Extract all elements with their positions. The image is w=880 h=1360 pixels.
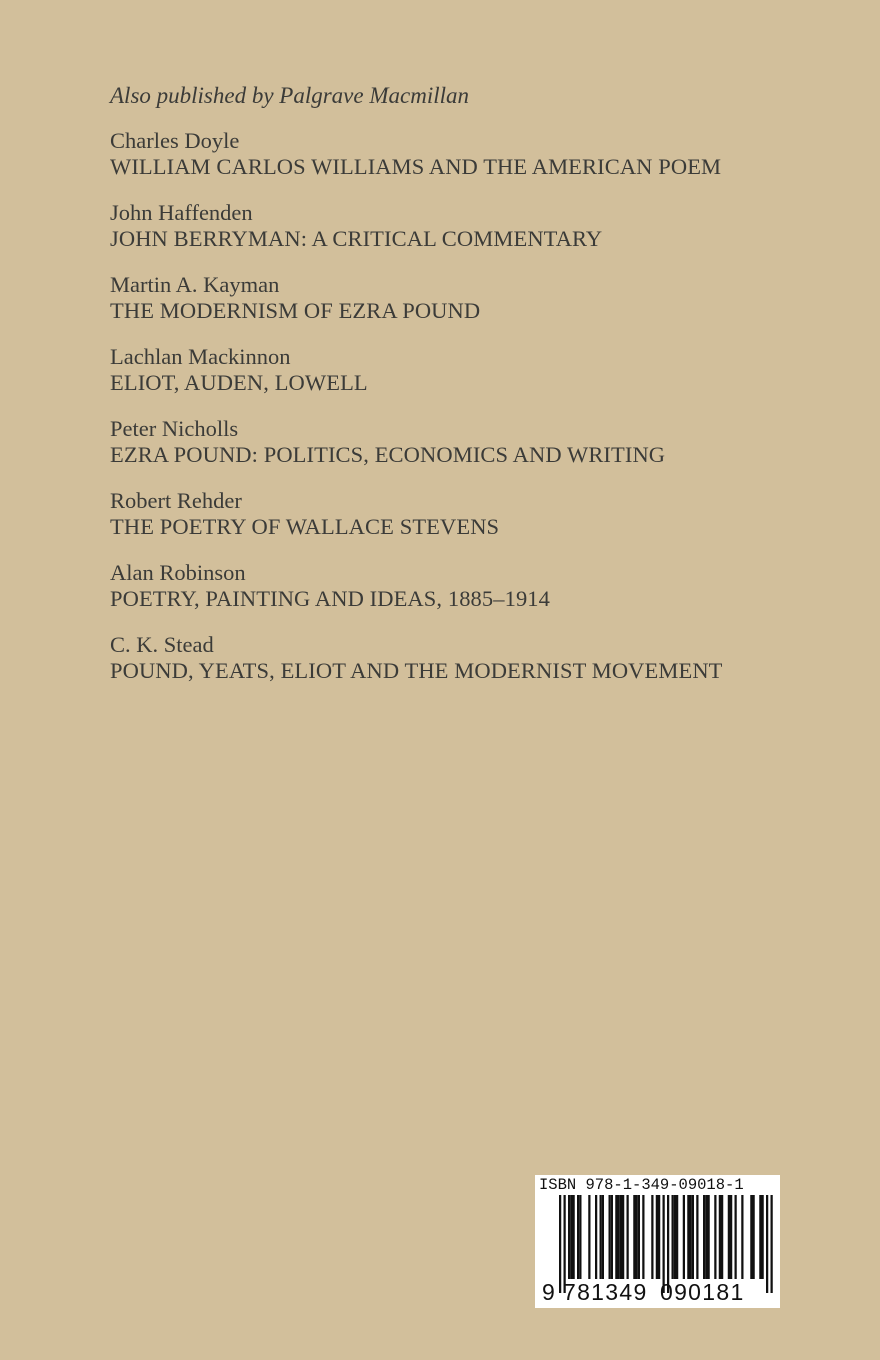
book-author: Robert Rehder bbox=[110, 488, 242, 513]
book-title: THE MODERNISM OF EZRA POUND bbox=[110, 298, 481, 323]
book-author: Charles Doyle bbox=[110, 128, 240, 153]
barcode-guard-bar bbox=[766, 1195, 768, 1293]
book-author: Alan Robinson bbox=[110, 560, 246, 585]
barcode-bar bbox=[658, 1195, 660, 1279]
barcode-bar bbox=[651, 1195, 653, 1279]
book-entry bbox=[110, 200, 830, 252]
barcode-bar bbox=[676, 1195, 678, 1279]
barcode-bar bbox=[638, 1195, 640, 1279]
barcode-bar bbox=[627, 1195, 629, 1279]
barcode-digits-left: 781349 bbox=[563, 1279, 648, 1305]
isbn-label: ISBN 978-1-349-09018-1 bbox=[539, 1176, 744, 1194]
barcode-bar bbox=[609, 1195, 611, 1279]
barcode-bar bbox=[687, 1195, 689, 1279]
barcode-bar bbox=[568, 1195, 570, 1279]
barcode-bar bbox=[719, 1195, 721, 1279]
barcode-bar bbox=[618, 1195, 620, 1279]
book-title: WILLIAM CARLOS WILLIAMS AND THE AMERICAN POEM bbox=[110, 154, 722, 179]
barcode-bar bbox=[577, 1195, 579, 1279]
barcode-bar bbox=[674, 1195, 676, 1279]
book-author: Lachlan Mackinnon bbox=[110, 344, 291, 369]
book-list-section bbox=[110, 82, 830, 704]
book-title: POUND, YEATS, ELIOT AND THE MODERNIST MOVEMENT bbox=[110, 658, 723, 683]
barcode-bar bbox=[588, 1195, 590, 1279]
barcode-bar bbox=[636, 1195, 638, 1279]
barcode-bar bbox=[622, 1195, 624, 1279]
book-title: JOHN BERRYMAN: A CRITICAL COMMENTARY bbox=[110, 226, 603, 251]
barcode-bar bbox=[573, 1195, 575, 1279]
barcode-bar bbox=[730, 1195, 732, 1279]
barcode-bar bbox=[750, 1195, 752, 1279]
book-entry bbox=[110, 560, 830, 612]
barcode-bar bbox=[683, 1195, 685, 1279]
barcode-bar bbox=[696, 1195, 698, 1279]
barcode-bar bbox=[759, 1195, 761, 1279]
book-title: THE POETRY OF WALLACE STEVENS bbox=[110, 514, 500, 539]
barcode-bar bbox=[690, 1195, 692, 1279]
book-entry bbox=[110, 632, 830, 684]
barcode-bar bbox=[692, 1195, 694, 1279]
barcode-digit-lead: 9 bbox=[542, 1279, 555, 1305]
barcode-bar bbox=[570, 1195, 572, 1279]
barcode-bar bbox=[633, 1195, 635, 1279]
barcode-bar bbox=[595, 1195, 597, 1279]
book-title: ELIOT, AUDEN, LOWELL bbox=[110, 370, 368, 395]
barcode-bar bbox=[579, 1195, 581, 1279]
barcode-guard-bar bbox=[559, 1195, 561, 1293]
book-entry bbox=[110, 272, 830, 324]
barcode-bar bbox=[705, 1195, 707, 1279]
barcode-bar bbox=[611, 1195, 613, 1279]
book-author: John Haffenden bbox=[110, 200, 253, 225]
barcode-bar bbox=[721, 1195, 723, 1279]
barcode-bar bbox=[714, 1195, 716, 1279]
book-entry bbox=[110, 344, 830, 396]
barcode-guard-bar bbox=[771, 1195, 773, 1293]
book-author: Peter Nicholls bbox=[110, 416, 239, 441]
book-author: C. K. Stead bbox=[110, 632, 214, 657]
barcode-bar bbox=[708, 1195, 710, 1279]
barcode-digits-right: 090181 bbox=[660, 1279, 745, 1305]
barcode-bar bbox=[703, 1195, 705, 1279]
barcode-bar bbox=[753, 1195, 755, 1279]
barcode-bar bbox=[615, 1195, 617, 1279]
barcode-bar bbox=[620, 1195, 622, 1279]
barcode-bar bbox=[642, 1195, 644, 1279]
barcode-bar bbox=[602, 1195, 604, 1279]
book-entry bbox=[110, 416, 830, 468]
barcode-bar bbox=[741, 1195, 743, 1279]
barcode-bar bbox=[735, 1195, 737, 1279]
barcode-bar bbox=[600, 1195, 602, 1279]
book-author: Martin A. Kayman bbox=[110, 272, 280, 297]
list-heading: Also published by Palgrave Macmillan bbox=[110, 83, 469, 108]
book-title: EZRA POUND: POLITICS, ECONOMICS AND WRITING bbox=[110, 442, 666, 467]
barcode-bar bbox=[762, 1195, 764, 1279]
book-title: POETRY, PAINTING AND IDEAS, 1885–1914 bbox=[110, 586, 550, 611]
barcode-bar bbox=[656, 1195, 658, 1279]
book-entry bbox=[110, 488, 830, 540]
barcode-bar bbox=[672, 1195, 674, 1279]
isbn-barcode bbox=[535, 1175, 780, 1308]
book-entry bbox=[110, 128, 830, 180]
barcode-bar bbox=[728, 1195, 730, 1279]
